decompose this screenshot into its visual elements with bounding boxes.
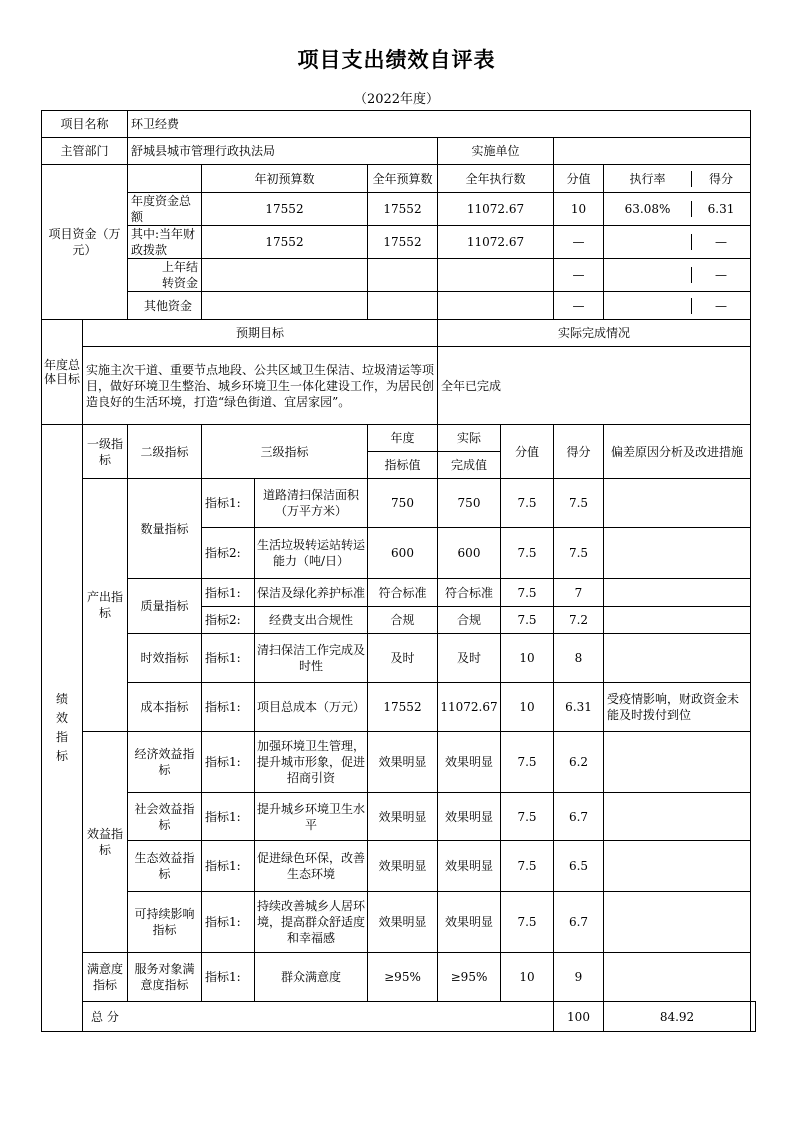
reason xyxy=(604,634,751,683)
funds-cell: — xyxy=(554,292,604,320)
l3-label: 加强环境卫生管理，提升城市形象，促进招商引资 xyxy=(255,732,368,793)
score-value: 7.5 xyxy=(501,892,554,953)
perf-label-text: 绩效指标 xyxy=(55,692,68,763)
perf-header-level3: 三级指标 xyxy=(202,425,368,479)
ind-label: 指标1: xyxy=(202,634,255,683)
l3-label: 群众满意度 xyxy=(255,953,368,1002)
project-name-label: 项目名称 xyxy=(42,111,128,138)
ind-label: 指标1: xyxy=(202,953,255,1002)
l2-label: 经济效益指标 xyxy=(128,732,202,793)
funds-cell xyxy=(438,292,554,320)
funds-cell xyxy=(202,259,368,292)
ind-label: 指标1: xyxy=(202,732,255,793)
perf-header-value: 分值 xyxy=(501,425,554,479)
funds-cell: 17552 xyxy=(368,193,438,226)
total-value: 100 xyxy=(554,1002,604,1032)
target-value: 750 xyxy=(368,479,438,528)
funds-cell: — xyxy=(715,235,727,249)
ind-label: 指标1: xyxy=(202,892,255,953)
total-score: 84.92 xyxy=(604,1002,751,1032)
score-value: 7.5 xyxy=(501,579,554,607)
table-row xyxy=(42,841,756,892)
project-name: 环卫经费 xyxy=(128,111,751,138)
actual-goal-text: 全年已完成 xyxy=(438,347,751,425)
reason xyxy=(604,841,751,892)
actual-value: 合规 xyxy=(438,607,501,634)
target-value: 效果明显 xyxy=(368,793,438,841)
score: 7 xyxy=(554,579,604,607)
score-value: 10 xyxy=(501,683,554,732)
reason xyxy=(604,793,751,841)
l3-label: 促进绿色环保，改善生态环境 xyxy=(255,841,368,892)
perf-header-target: 指标值 xyxy=(368,452,438,479)
perf-header-score: 得分 xyxy=(554,425,604,479)
table-row xyxy=(42,683,756,732)
l3-label: 保洁及绿化养护标准 xyxy=(255,579,368,607)
actual-value: 效果明显 xyxy=(438,892,501,953)
perf-header-reason: 偏差原因分析及改进措施 xyxy=(604,425,751,479)
actual-value: 效果明显 xyxy=(438,793,501,841)
l2-label: 质量指标 xyxy=(128,579,202,634)
impl-label: 实施单位 xyxy=(438,138,554,165)
l2-label: 生态效益指标 xyxy=(128,841,202,892)
reason xyxy=(604,479,751,528)
score-value: 7.5 xyxy=(501,528,554,579)
l3-label: 提升城乡环境卫生水平 xyxy=(255,793,368,841)
total-label: 总 分 xyxy=(83,1002,554,1032)
funds-cell: — xyxy=(715,268,727,282)
funds-cell xyxy=(438,259,554,292)
target-value: 效果明显 xyxy=(368,732,438,793)
l2-label: 数量指标 xyxy=(128,479,202,579)
funds-header-4-5 xyxy=(604,165,751,193)
funds-row xyxy=(42,226,756,259)
funds-row xyxy=(42,292,756,320)
total-row xyxy=(42,1002,756,1032)
funds-header-0: 年初预算数 xyxy=(202,165,368,193)
target-value: 合规 xyxy=(368,607,438,634)
score-value: 7.5 xyxy=(501,479,554,528)
l2-label: 服务对象满意度指标 xyxy=(128,953,202,1002)
funds-cell: 63.08% xyxy=(624,202,671,216)
table-row xyxy=(42,634,756,683)
score: 9 xyxy=(554,953,604,1002)
reason xyxy=(604,528,751,579)
report-year: （2022年度） xyxy=(353,92,440,107)
actual-value: 600 xyxy=(438,528,501,579)
l2-label: 时效指标 xyxy=(128,634,202,683)
funds-label: 项目资金（万元） xyxy=(42,165,128,320)
score: 6.7 xyxy=(554,892,604,953)
table-row xyxy=(42,892,756,953)
goal-label: 年度总体目标 xyxy=(42,320,83,425)
score: 7.5 xyxy=(554,528,604,579)
funds-row xyxy=(42,259,756,292)
target-value: 效果明显 xyxy=(368,841,438,892)
table-row xyxy=(42,953,756,1002)
funds-row-name: 其中:当年财政拨款 xyxy=(128,226,202,259)
funds-row xyxy=(42,193,756,226)
perf-header-level1: 一级指标 xyxy=(83,425,128,479)
funds-header-2: 全年执行数 xyxy=(438,165,554,193)
target-value: 效果明显 xyxy=(368,892,438,953)
funds-cell-pair xyxy=(604,292,751,320)
score-value: 10 xyxy=(501,634,554,683)
target-value: 符合标准 xyxy=(368,579,438,607)
funds-row-name: 其他资金 xyxy=(128,292,202,320)
perf-header-level2: 二级指标 xyxy=(128,425,202,479)
l3-label: 清扫保洁工作完成及时性 xyxy=(255,634,368,683)
score-value: 7.5 xyxy=(501,841,554,892)
table-row xyxy=(42,732,756,793)
expected-goal-label: 预期目标 xyxy=(83,320,438,347)
table-row xyxy=(42,793,756,841)
score: 8 xyxy=(554,634,604,683)
perf-header-done: 完成值 xyxy=(438,452,501,479)
funds-row-name: 上年结转资金 xyxy=(128,259,202,292)
perf-header-actual: 实际 xyxy=(438,425,501,452)
target-value: ≥95% xyxy=(368,953,438,1002)
ind-label: 指标1: xyxy=(202,479,255,528)
actual-goal-label: 实际完成情况 xyxy=(438,320,751,347)
funds-cell: 11072.67 xyxy=(438,226,554,259)
funds-cell: 17552 xyxy=(368,226,438,259)
table-row xyxy=(42,479,756,528)
funds-cell: 17552 xyxy=(202,226,368,259)
ind-label: 指标2: xyxy=(202,607,255,634)
funds-cell: 10 xyxy=(554,193,604,226)
page-title: 项目支出绩效自评表 xyxy=(297,47,496,72)
total-reason xyxy=(751,1002,756,1032)
funds-cell: 17552 xyxy=(202,193,368,226)
funds-cell xyxy=(368,259,438,292)
score-value: 7.5 xyxy=(501,732,554,793)
ind-label: 指标2: xyxy=(202,528,255,579)
actual-value: 11072.67 xyxy=(438,683,501,732)
group-benefit: 效益指标 xyxy=(83,732,128,953)
actual-value: 及时 xyxy=(438,634,501,683)
funds-cell-pair xyxy=(604,193,751,226)
ind-label: 指标1: xyxy=(202,793,255,841)
funds-cell: 11072.67 xyxy=(438,193,554,226)
actual-value: 效果明显 xyxy=(438,732,501,793)
score: 7.5 xyxy=(554,479,604,528)
ind-label: 指标1: xyxy=(202,579,255,607)
ind-label: 指标1: xyxy=(202,841,255,892)
funds-cell: — xyxy=(715,298,727,313)
actual-value: 750 xyxy=(438,479,501,528)
funds-header-5: 得分 xyxy=(708,171,733,186)
actual-value: ≥95% xyxy=(438,953,501,1002)
dept-label: 主管部门 xyxy=(42,138,128,165)
l3-label: 经费支出合规性 xyxy=(255,607,368,634)
funds-cell: 6.31 xyxy=(707,202,735,216)
actual-value: 符合标准 xyxy=(438,579,501,607)
score-value: 7.5 xyxy=(501,607,554,634)
l3-label: 持续改善城乡人居环境，提高群众舒适度和幸福感 xyxy=(255,892,368,953)
l3-label: 生活垃圾转运站转运能力（吨/日） xyxy=(255,528,368,579)
score: 7.2 xyxy=(554,607,604,634)
score-value: 10 xyxy=(501,953,554,1002)
l2-label: 成本指标 xyxy=(128,683,202,732)
score-value: 7.5 xyxy=(501,793,554,841)
score: 6.31 xyxy=(554,683,604,732)
perf-label xyxy=(42,425,83,1032)
group-output: 产出指标 xyxy=(83,479,128,732)
evaluation-table xyxy=(41,110,756,1032)
dept-value: 舒城县城市管理行政执法局 xyxy=(128,138,438,165)
target-value: 600 xyxy=(368,528,438,579)
funds-cell: — xyxy=(554,226,604,259)
l3-label: 道路清扫保洁面积（万平方米） xyxy=(255,479,368,528)
funds-cell-pair xyxy=(604,259,751,292)
funds-header-1: 全年预算数 xyxy=(368,165,438,193)
impl-value xyxy=(554,138,751,165)
ind-label: 指标1: xyxy=(202,683,255,732)
reason xyxy=(604,579,751,607)
target-value: 及时 xyxy=(368,634,438,683)
reason xyxy=(604,607,751,634)
funds-cell-pair xyxy=(604,226,751,259)
l3-label: 项目总成本（万元） xyxy=(255,683,368,732)
funds-cell: — xyxy=(554,259,604,292)
funds-header-4: 执行率 xyxy=(629,171,666,186)
score: 6.5 xyxy=(554,841,604,892)
funds-header-3: 分值 xyxy=(554,165,604,193)
funds-cell xyxy=(202,292,368,320)
table-row xyxy=(42,579,756,607)
l2-label: 社会效益指标 xyxy=(128,793,202,841)
reason xyxy=(604,892,751,953)
reason xyxy=(604,953,751,1002)
reason: 受疫情影响，财政资金未能及时拨付到位 xyxy=(604,683,751,732)
group-satisfaction: 满意度指标 xyxy=(83,953,128,1002)
funds-row-name: 年度资金总额 xyxy=(128,193,202,226)
actual-value: 效果明显 xyxy=(438,841,501,892)
reason xyxy=(604,732,751,793)
l2-label: 可持续影响指标 xyxy=(128,892,202,953)
score: 6.2 xyxy=(554,732,604,793)
target-value: 17552 xyxy=(368,683,438,732)
perf-header-year: 年度 xyxy=(368,425,438,452)
score: 6.7 xyxy=(554,793,604,841)
funds-cell xyxy=(368,292,438,320)
funds-header-blank xyxy=(128,165,202,193)
expected-goal-text: 实施主次干道、重要节点地段、公共区域卫生保洁、垃圾清运等项目，做好环境卫生整治、城乡环境卫生一体化建设工作，为居民创造良好的生活环境，打造“绿色街道、宜居家园”。 xyxy=(83,347,438,425)
